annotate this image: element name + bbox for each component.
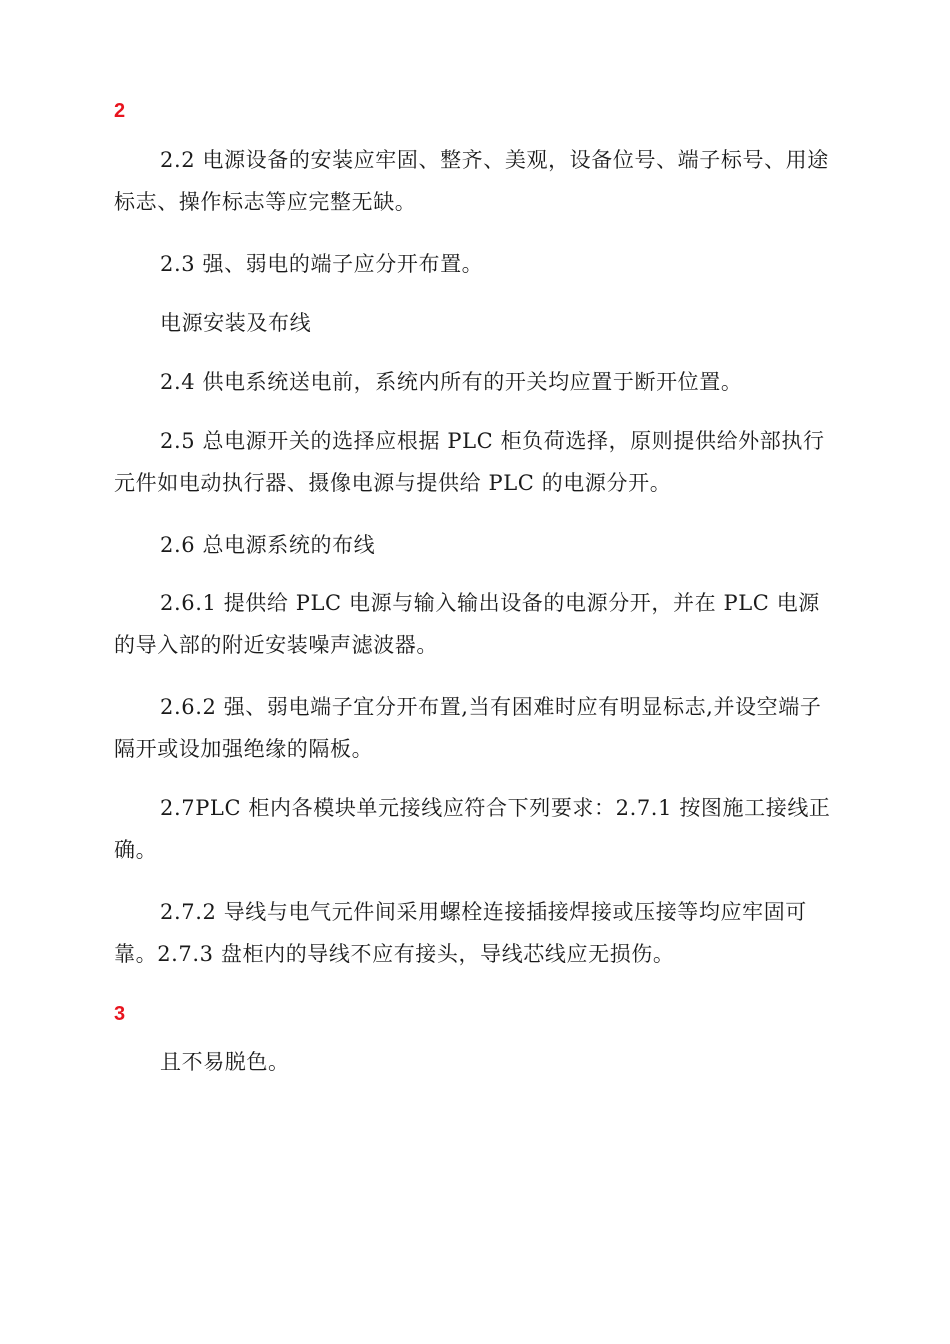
section-marker-3: 3	[114, 1003, 126, 1025]
paragraph-2-3: 2.3 强、弱电的端子应分开布置。	[160, 252, 484, 276]
paragraph-power-install-heading: 电源安装及布线	[160, 311, 312, 335]
paragraph-2-7-2: 2.7.2 导线与电气元件间采用螺栓连接插接焊接或压接等均应牢固可靠。2.7.3 盘柜内的导线不应有接头，导线芯线应无损伤。	[114, 900, 807, 966]
section-marker-2: 2	[114, 100, 126, 122]
paragraph-2-7: 2.7PLC 柜内各模块单元接线应符合下列要求：2.7.1 按图施工接线正确。	[114, 796, 831, 862]
paragraph-fade-resistant: 且不易脱色。	[160, 1050, 290, 1074]
paragraph-2-5: 2.5 总电源开关的选择应根据 PLC 柜负荷选择，原则提供给外部执行元件如电动执行器、摄像电源与提供给 PLC 的电源分开。	[114, 429, 825, 495]
paragraph-2-6: 2.6 总电源系统的布线	[160, 533, 376, 557]
paragraph-2-4: 2.4 供电系统送电前，系统内所有的开关均应置于断开位置。	[160, 370, 743, 394]
paragraph-2-2: 2.2 电源设备的安装应牢固、整齐、美观，设备位号、端子标号、用途标志、操作标志等应完整无缺。	[114, 148, 829, 214]
paragraph-2-6-1: 2.6.1 提供给 PLC 电源与输入输出设备的电源分开，并在 PLC 电源的导入部的附近安装噪声滤波器。	[114, 591, 820, 657]
paragraph-2-6-2: 2.6.2 强、弱电端子宜分开布置,当有困难时应有明显标志,并设空端子隔开或设加强绝缘的隔板。	[114, 695, 822, 761]
